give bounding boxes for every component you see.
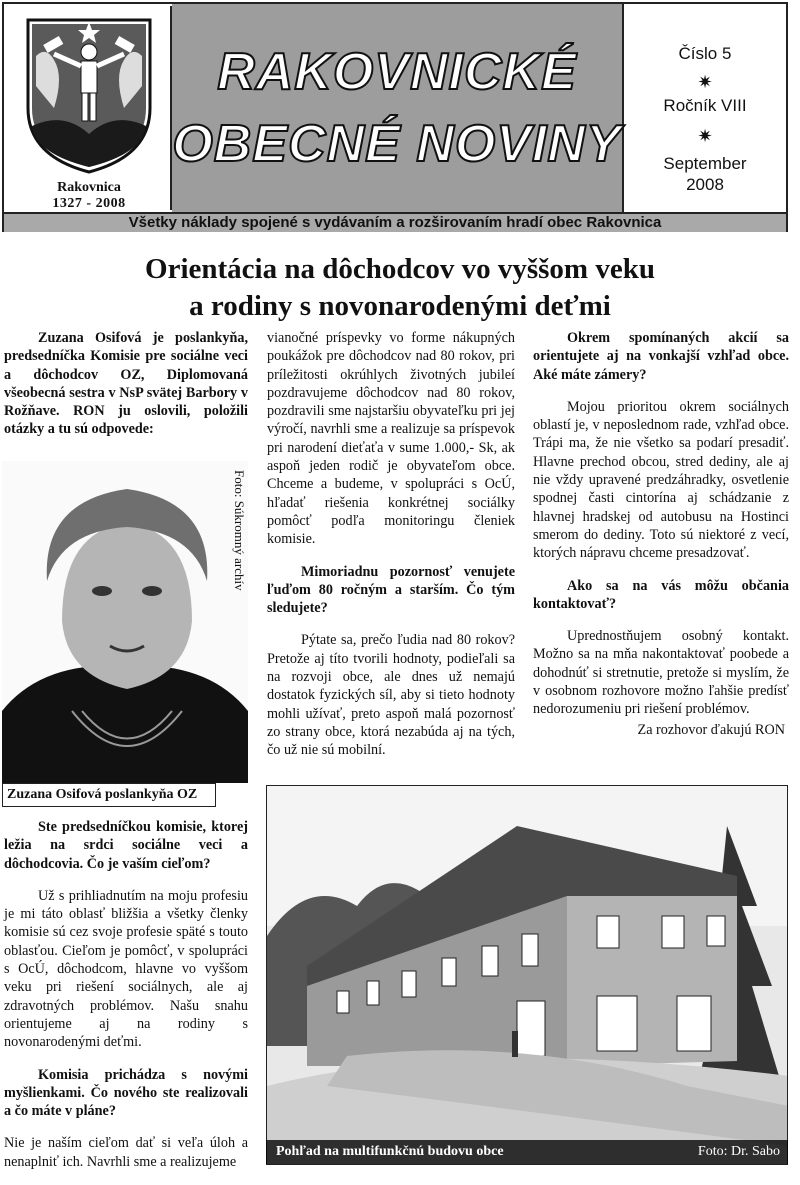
portrait-credit: Foto: Súkromný archív (232, 470, 247, 591)
building-caption-text: Pohľad na multifunkčnú budovu obce (276, 1144, 504, 1159)
issue-year: 2008 (686, 175, 724, 194)
crest-town-name: Rakovnica (57, 180, 121, 195)
star-icon: ✷ (697, 126, 713, 146)
question-4: Okrem spomínaných akcií sa orientujete aj na vonkajší vzhľad obce. Aké máte zámery? (533, 330, 789, 383)
answer-2-continued: vianočné príspevky vo forme nákupných poukážok pre dôchodcov nad 80 rokov, pri príležitosti okrúhlych životných jubileí pozdravujeme dôchodcov nad 80 rokov, pozdravili sme najstaršiu obyvateľku pri jej výročí, navrhli sme a realizuje sa príspevok pri narodení dieťaťa v sume 1.000,- Sk, ak aspoň jeden rodič je obyvateľom obce. Chceme a budeme, v spolupráci s OcÚ, hľadať riešenia konkrétnej sociálky pomôcť podľa monitoringu členiek komisie. (267, 330, 515, 548)
star-icon: ✷ (697, 72, 713, 92)
issue-month: September (663, 154, 747, 173)
portrait-caption: Zuzana Osifová poslankyňa OZ (2, 783, 216, 807)
portrait-photo (2, 461, 248, 783)
column-2 (267, 329, 515, 774)
question-2: Komisia prichádza s novými myšlienkami. Čo nového ste realizovali a čo máte v pláne? (4, 1066, 248, 1120)
portrait-image (2, 461, 248, 783)
building-image (267, 786, 788, 1165)
question-1: Ste predsedníčkou komisie, ktorej ležia na srdci sociálne veci a dôchodcovia. Čo je vaším cieľom? (4, 819, 248, 872)
building-credit: Foto: Dr. Sabo (697, 1144, 780, 1159)
interview-signoff: Za rozhovor ďakujú RON (637, 721, 785, 738)
building-photo (266, 785, 788, 1165)
intro-paragraph: Zuzana Osifová je poslankyňa, predsedníčka Komisie pre sociálne veci a dôchodcov OZ, Diplomovaná všeobecná sestra v NsP svätej Barbory v Rožňave. RON ju oslovili, položili otázky a tu sú odpovede: (4, 330, 248, 438)
answer-1: Už s prihliadnutím na moju profesiu je mi táto oblasť bližšia a všetky členky komisie sú cez svoje profesie späté s touto oblasťou. Cieľom je pomôcť, v spolupráci s OcÚ, dôchodcom, hlavne vo vyššom veku pri riešení sociálnych, ale aj zdravotných problémov. Našu snahu orientujeme aj na rodiny s novonarodenými deťmi. (4, 887, 248, 1051)
column-1-bottom (4, 818, 248, 1185)
crest-panel (6, 6, 172, 210)
question-5: Ako sa na vás môžu občania kontaktovať? (533, 577, 789, 612)
masthead (2, 2, 788, 232)
column-1-intro (4, 329, 248, 453)
article-headline-line1: Orientácia na dôchodcov vo vyššom veku (145, 253, 655, 285)
question-3: Mimoriadnu pozornosť venujete ľuďom 80 ročným a starším. Čo tým sledujete? (267, 563, 515, 617)
crest-years: 1327 - 2008 (52, 196, 126, 211)
issue-number: Číslo 5 (678, 44, 732, 63)
article-headline-line2: a rodiny s novonarodenými deťmi (189, 290, 611, 322)
funding-note: Všetky náklady spojené s vydávaním a rozširovaním hradí obec Rakovnica (4, 212, 786, 232)
answer-3: Pýtate sa, prečo ľudia nad 80 rokov? Pretože aj títo tvorili hodnoty, podieľali sa na rozvoji obce, ale dnes už nemajú dostatok fyzických síl, aby si tieto hodnoty mohli užívať, preto aspoň malá pozornosť zo strany obce, ktorá nezabúda aj na tých, čo už nie sú mobilní. (267, 632, 515, 759)
newspaper-title-line2: OBECNÉ NOVINY (172, 115, 622, 173)
answer-2-start: Nie je naším cieľom dať si veľa úloh a nenaplniť ich. Navrhli sme a realizujeme (4, 1135, 248, 1170)
coat-of-arms-icon (24, 16, 154, 174)
newspaper-title-line1: RAKOVNICKÉ (217, 43, 577, 101)
answer-4: Mojou prioritou okrem sociálnych oblastí je, v neposlednom rade, vzhľad obce. Trápi ma, že nie všetko sa podarí presadiť. Hlavne prechod obcou, stred dediny, ale aj nie vždy upravené predzáhradky, osvetlenie spodnej časti cintorína aj schádzanie z hlavnej hradskej od autobusu na Hostinci smerom do dediny. Toto sú niektoré z vecí, ktorých nápravu chceme presadzovať. (533, 398, 789, 562)
building-caption (266, 1140, 788, 1164)
issue-info (624, 4, 786, 212)
answer-5: Uprednostňujem osobný kontakt. Možno sa na mňa nakontaktovať poobede a dohodnúť si stretnutie, pretože si myslím, že v osobnom rozhovore možno ľahšie predísť nedorozumeniu pri riešení problémov. (533, 628, 789, 718)
newspaper-title-panel (172, 4, 624, 212)
column-3 (533, 329, 789, 753)
volume: Ročník VIII (663, 96, 747, 115)
